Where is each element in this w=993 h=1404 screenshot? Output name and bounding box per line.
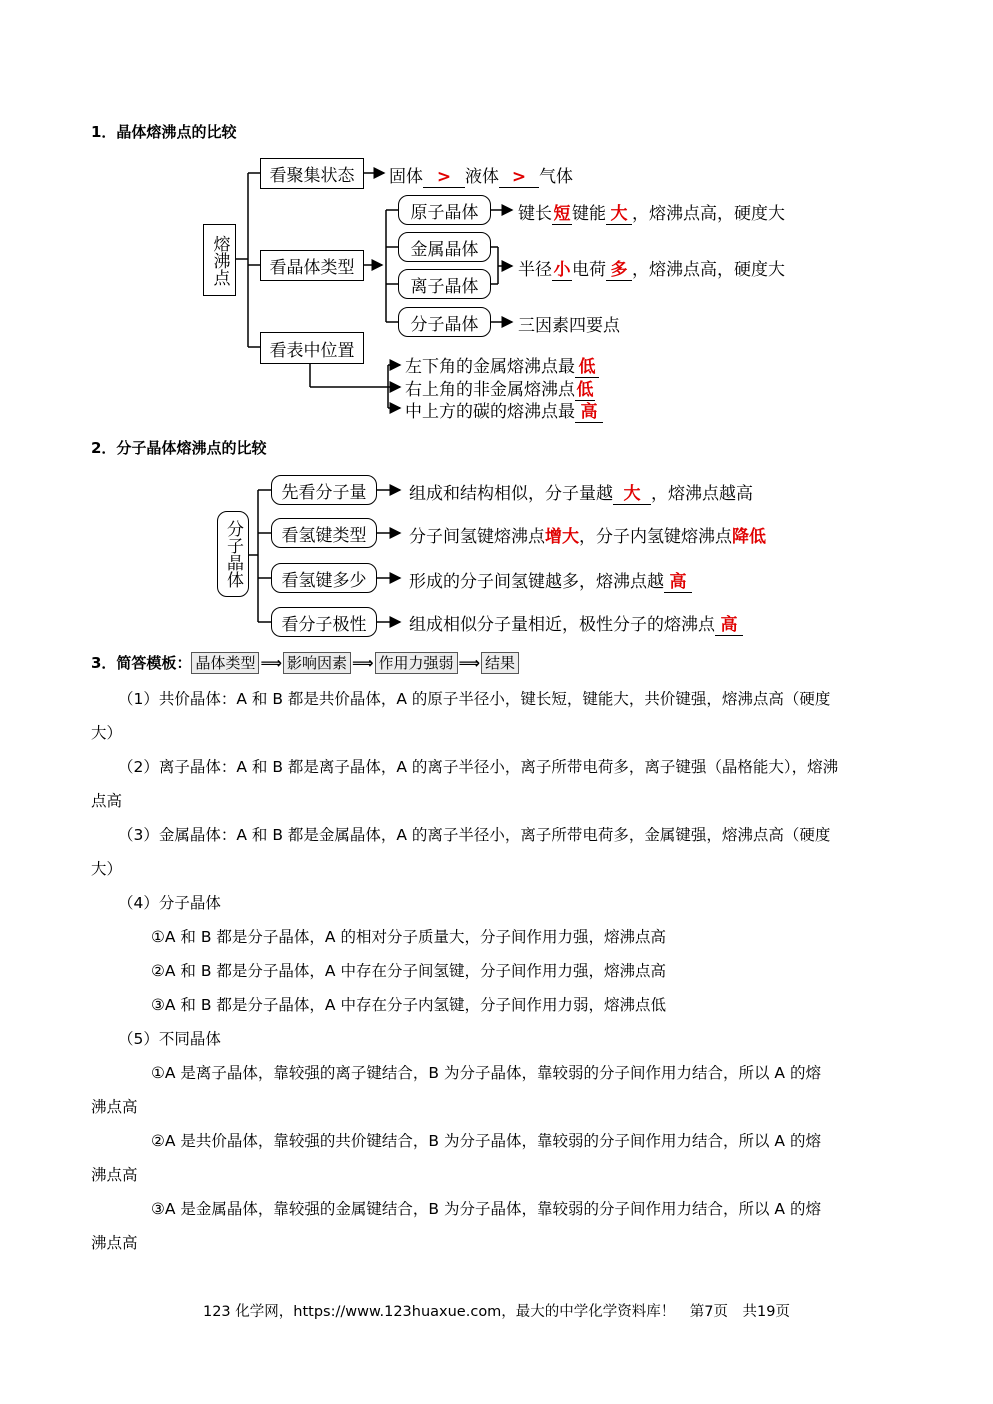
para-5-item-1-line-2: 沸点高 (91, 1098, 138, 1116)
box-table-position: 看表中位置 (260, 332, 364, 364)
root-label-2: 分子晶体 (223, 520, 243, 588)
fill-low-1: 低 (575, 352, 599, 378)
para-5-heading: （5）不同晶体 (118, 1030, 221, 1048)
box-aggregation-state: 看聚集状态 (260, 158, 364, 189)
state-liquid: 液体 (465, 167, 499, 187)
fill-high-3: 高 (715, 610, 743, 636)
fill-increase: 增大 (545, 527, 579, 547)
state-compare-row (389, 162, 573, 188)
section-2-title: 2．分子晶体熔沸点的比较 (91, 439, 267, 457)
para-3-line-2: 大） (91, 860, 123, 878)
hbond-count-rule: 形成的分子间氢键越多，熔沸点越 高 (409, 567, 692, 593)
state-solid: 固体 (389, 167, 423, 187)
para-2-line-2: 点高 (91, 792, 123, 810)
para-4-item-1: ①A 和 B 都是分子晶体，A 的相对分子质量大，分子间作用力强，熔沸点高 (151, 928, 666, 946)
para-5-item-2-line-2: 沸点高 (91, 1166, 138, 1184)
position-rule-1: 左下角的金属熔沸点最 低 (405, 352, 599, 378)
state-gt-2: > (499, 167, 539, 188)
para-1-line-2: 大） (91, 724, 123, 742)
fill-high-2: 高 (664, 567, 692, 593)
fill-short: 短 (552, 199, 572, 225)
molecular-weight-rule: 组成和结构相似，分子量越 大 ，熔沸点越高 (409, 479, 753, 505)
fill-large: 大 (606, 199, 632, 225)
box-polarity: 看分子极性 (271, 607, 377, 637)
page-footer: 123 化学网，https://www.123huaxue.com，最大的中学化学资料库！ 第7页 共19页 (202, 1304, 790, 1320)
para-4-heading: （4）分子晶体 (118, 894, 221, 912)
root-box-melting-point (203, 224, 236, 296)
section-3-title-row: 3．简答模板： 晶体类型 ⟹ 影响因素 ⟹ 作用力强弱 ⟹ 结果 (91, 652, 519, 674)
para-4-item-3: ③A 和 B 都是分子晶体，A 中存在分子内氢键，分子间作用力弱，熔沸点低 (151, 996, 666, 1014)
section-1-title: 1．晶体熔沸点的比较 (91, 123, 237, 141)
position-rule-2: 右上角的非金属熔沸点低 (405, 375, 595, 401)
para-2-line-1: （2）离子晶体：A 和 B 都是离子晶体，A 的离子半径小，离子所带电荷多，离子键强（晶格能大），熔沸 (118, 758, 839, 776)
box-crystal-type: 看晶体类型 (260, 250, 364, 281)
metal-ionic-rule: 半径小电荷 多 ，熔沸点高，硬度大 (518, 255, 785, 281)
fill-more: 多 (606, 255, 632, 281)
fill-low-2: 低 (575, 375, 595, 401)
para-3-line-1: （3）金属晶体：A 和 B 都是金属晶体，A 的离子半径小，离子所带电荷多，金属键强，熔沸点高（硬度 (118, 826, 831, 844)
tag-factors: 影响因素 (283, 652, 351, 674)
para-5-item-3-line-1: ③A 是金属晶体，靠较强的金属键结合，B 为分子晶体，靠较弱的分子间作用力结合，所以 A 的熔 (151, 1200, 821, 1218)
state-gt-1: > (423, 167, 465, 188)
molecular-crystal-rule: 三因素四要点 (518, 316, 620, 336)
box-metal-crystal: 金属晶体 (398, 232, 491, 262)
fill-small: 小 (552, 255, 572, 281)
position-rule-3: 中上方的碳的熔沸点最 高 (405, 397, 603, 423)
tag-result: 结果 (481, 652, 519, 674)
box-ionic-crystal: 离子晶体 (398, 269, 491, 299)
hbond-type-rule: 分子间氢键熔沸点增大，分子内氢键熔沸点降低 (409, 527, 766, 547)
para-4-item-2: ②A 和 B 都是分子晶体，A 中存在分子间氢键，分子间作用力强，熔沸点高 (151, 962, 666, 980)
section-3-title: 3．简答模板： (91, 654, 192, 672)
tag-force-strength: 作用力强弱 (375, 652, 458, 674)
fill-decrease: 降低 (732, 527, 766, 547)
box-molecular-weight: 先看分子量 (271, 475, 377, 505)
root-box-molecular-crystal (217, 511, 249, 597)
polarity-rule: 组成相似分子量相近，极性分子的熔沸点 高 (409, 610, 743, 636)
box-atomic-crystal: 原子晶体 (398, 195, 491, 225)
fill-high-1: 高 (575, 397, 603, 423)
para-5-item-1-line-1: ①A 是离子晶体，靠较强的离子键结合，B 为分子晶体，靠较弱的分子间作用力结合，所以 A 的熔 (151, 1064, 821, 1082)
atomic-crystal-rule: 键长短键能 大 ，熔沸点高，硬度大 (518, 199, 785, 225)
state-gas: 气体 (539, 167, 573, 187)
box-hbond-type: 看氢键类型 (271, 518, 377, 548)
para-5-item-2-line-1: ②A 是共价晶体，靠较强的共价键结合，B 为分子晶体，靠较弱的分子间作用力结合，所以 A 的熔 (151, 1132, 821, 1150)
fill-larger: 大 (613, 479, 651, 505)
tag-crystal-type: 晶体类型 (191, 652, 259, 674)
box-molecular-crystal: 分子晶体 (398, 307, 491, 337)
para-5-item-3-line-2: 沸点高 (91, 1234, 138, 1252)
root-label: 熔沸点 (209, 234, 230, 286)
para-1-line-1: （1）共价晶体：A 和 B 都是共价晶体，A 的原子半径小，键长短，键能大，共价键强，熔沸点高（硬度 (118, 690, 831, 708)
box-hbond-count: 看氢键多少 (271, 563, 377, 593)
